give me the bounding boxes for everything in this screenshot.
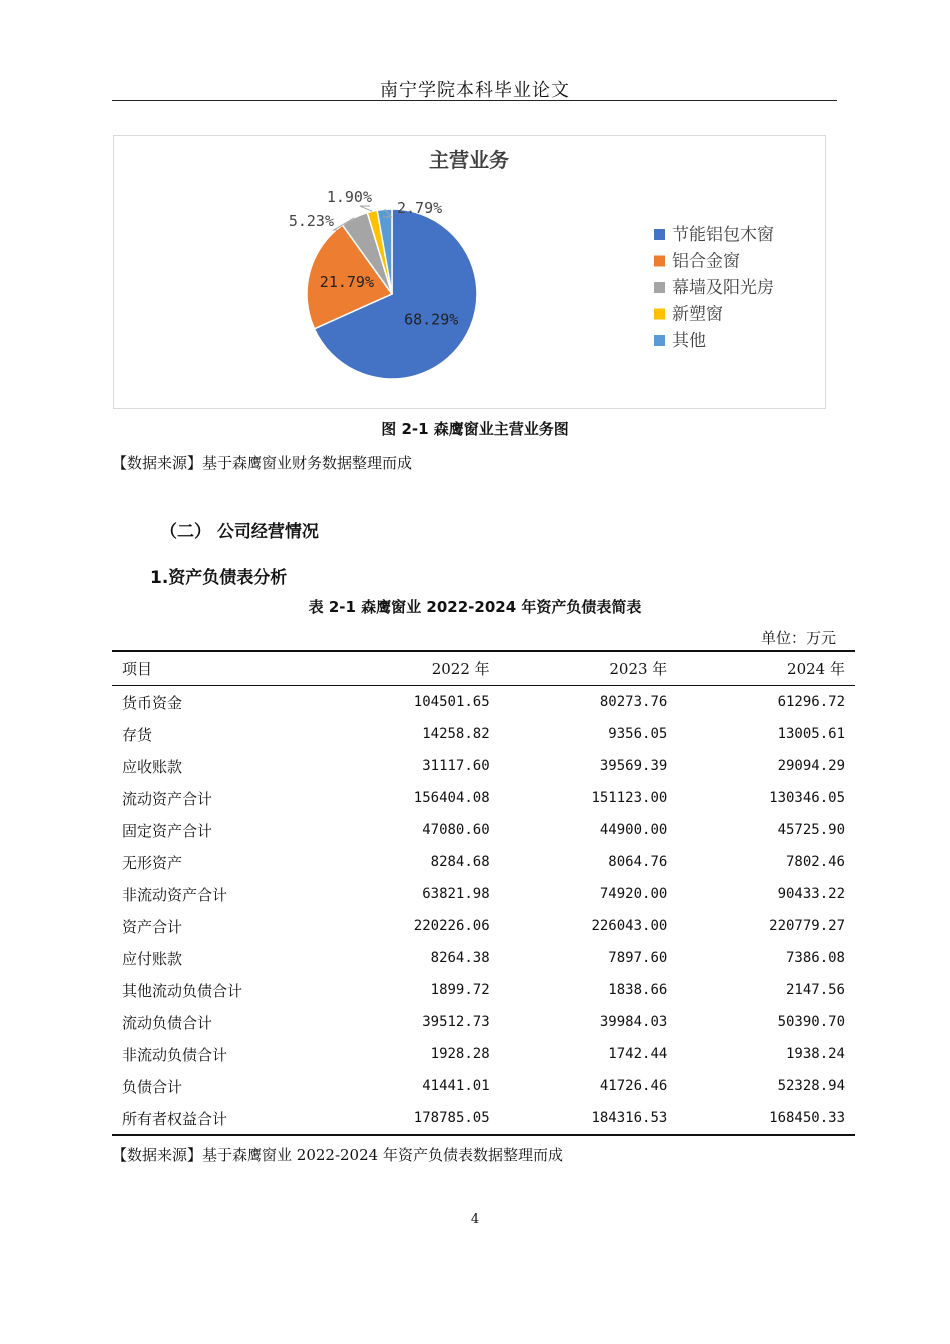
table-row [112, 846, 855, 878]
row-label-cell: 无形资产 [122, 853, 183, 872]
column-header-item: 项目 [112, 651, 322, 686]
value-cell: 1899.72 [430, 982, 490, 998]
table-row [112, 942, 855, 974]
value-cell: 1938.24 [785, 1046, 845, 1062]
value-cell: 220226.06 [413, 918, 490, 934]
value-cell: 50390.70 [777, 1014, 845, 1030]
value-cell: 184316.53 [500, 1102, 678, 1135]
legend-swatch-2 [654, 282, 665, 293]
table-row [112, 974, 855, 1006]
row-label-cell: 非流动资产合计 [122, 885, 228, 904]
value-cell: 52328.94 [777, 1078, 845, 1094]
section-heading: （二） 公司经营情况 [160, 522, 319, 542]
legend-swatch-1 [654, 256, 665, 267]
row-label-cell: 应收账款 [122, 757, 183, 776]
value-cell: 14258.82 [422, 726, 490, 742]
value-cell: 90433.22 [777, 886, 845, 902]
value-cell: 47080.60 [422, 822, 490, 838]
figure-source-note: 【数据来源】基于森鹰窗业财务数据整理而成 [112, 454, 413, 472]
table-row [112, 782, 855, 814]
slice-label-3: 1.90% [326, 188, 372, 206]
value-cell: 1742.44 [608, 1046, 668, 1062]
value-cell: 63821.98 [422, 886, 490, 902]
table-row [112, 1006, 855, 1038]
table-row [112, 878, 855, 910]
page-number: 4 [470, 1212, 480, 1227]
value-cell: 44900.00 [599, 822, 668, 838]
row-label-cell: 资产合计 [122, 917, 183, 936]
value-cell: 39512.73 [422, 1014, 490, 1030]
value-cell: 8264.38 [430, 950, 490, 966]
legend-label-1: 铝合金窗 [672, 251, 740, 272]
column-header-2022: 2022 年 [322, 651, 500, 686]
legend-label-4: 其他 [672, 331, 706, 351]
legend-swatch-4 [654, 335, 665, 346]
value-cell: 156404.08 [413, 790, 490, 806]
running-header: 南宁学院本科毕业论文 [380, 80, 570, 101]
figure-caption: 图 2-1 森鹰窗业主营业务图 [381, 420, 569, 438]
value-cell: 61296.72 [777, 694, 845, 710]
table-title: 表 2-1 森鹰窗业 2022-2024 年资产负债表简表 [308, 598, 642, 616]
row-label-cell: 流动负债合计 [122, 1013, 213, 1032]
value-cell: 220779.27 [769, 918, 845, 934]
legend-swatch-3 [654, 309, 665, 320]
table-source-note: 【数据来源】基于森鹰窗业 2022-2024 年资产负债表数据整理而成 [112, 1146, 563, 1164]
row-label-cell: 存货 [122, 725, 153, 744]
legend-label-2: 幕墙及阳光房 [672, 278, 774, 298]
column-header-2024: 2024 年 [677, 651, 855, 686]
value-cell: 45725.90 [777, 822, 845, 838]
value-cell: 104501.65 [413, 694, 490, 710]
slice-label-2: 5.23% [288, 212, 334, 230]
value-cell: 1928.28 [430, 1046, 490, 1062]
table-row [112, 1070, 855, 1102]
value-cell: 130346.05 [769, 790, 845, 806]
value-cell: 31117.60 [422, 758, 490, 774]
table-header-row [112, 651, 855, 686]
slice-label-0: 68.29% [404, 310, 459, 329]
value-cell: 39984.03 [599, 1014, 668, 1030]
subsection-heading: 1.资产负债表分析 [150, 568, 288, 588]
value-cell: 8284.68 [430, 854, 490, 870]
slice-label-1: 21.79% [319, 272, 374, 291]
legend-swatch-0 [654, 229, 665, 240]
table-row [112, 686, 855, 719]
table-row [112, 1038, 855, 1070]
row-label-cell: 货币资金 [122, 693, 183, 712]
row-label-cell: 应付账款 [122, 949, 183, 968]
value-cell: 178785.05 [322, 1102, 500, 1135]
row-label-cell: 非流动负债合计 [122, 1045, 228, 1064]
row-label-cell: 其他流动负债合计 [122, 981, 243, 1000]
chart-title: 主营业务 [429, 148, 509, 172]
value-cell: 41726.46 [599, 1078, 668, 1094]
table-row [112, 910, 855, 942]
value-cell: 8064.76 [608, 854, 668, 870]
table-row [112, 718, 855, 750]
value-cell: 29094.29 [777, 758, 845, 774]
column-header-2023: 2023 年 [500, 651, 678, 686]
legend-label-3: 新塑窗 [672, 304, 723, 325]
row-label-cell: 固定资产合计 [122, 821, 213, 840]
value-cell: 226043.00 [591, 918, 668, 934]
row-label-cell: 流动资产合计 [122, 789, 213, 808]
value-cell: 168450.33 [677, 1102, 855, 1135]
value-cell: 2147.56 [785, 982, 845, 998]
table-unit: 单位：万元 [760, 629, 836, 647]
header-rule [112, 100, 837, 101]
value-cell: 13005.61 [777, 726, 845, 742]
row-label-cell: 负债合计 [122, 1077, 183, 1096]
value-cell: 1838.66 [608, 982, 668, 998]
table-row [112, 1102, 855, 1135]
value-cell: 7802.46 [785, 854, 845, 870]
value-cell: 151123.00 [591, 790, 668, 806]
table-row [112, 814, 855, 846]
row-label-cell: 所有者权益合计 [112, 1102, 322, 1135]
value-cell: 80273.76 [599, 694, 668, 710]
pie-chart-svg [114, 136, 825, 408]
slice-label-4: 2.79% [397, 199, 443, 217]
value-cell: 7897.60 [608, 950, 668, 966]
leader-line-3 [360, 206, 372, 211]
legend-label-0: 节能铝包木窗 [672, 225, 774, 245]
balance-sheet-table [112, 650, 855, 1136]
value-cell: 41441.01 [422, 1078, 490, 1094]
value-cell: 9356.05 [608, 726, 668, 742]
value-cell: 39569.39 [599, 758, 668, 774]
pie-chart [113, 135, 826, 409]
value-cell: 74920.00 [599, 886, 668, 902]
table-row [112, 750, 855, 782]
value-cell: 7386.08 [785, 950, 845, 966]
